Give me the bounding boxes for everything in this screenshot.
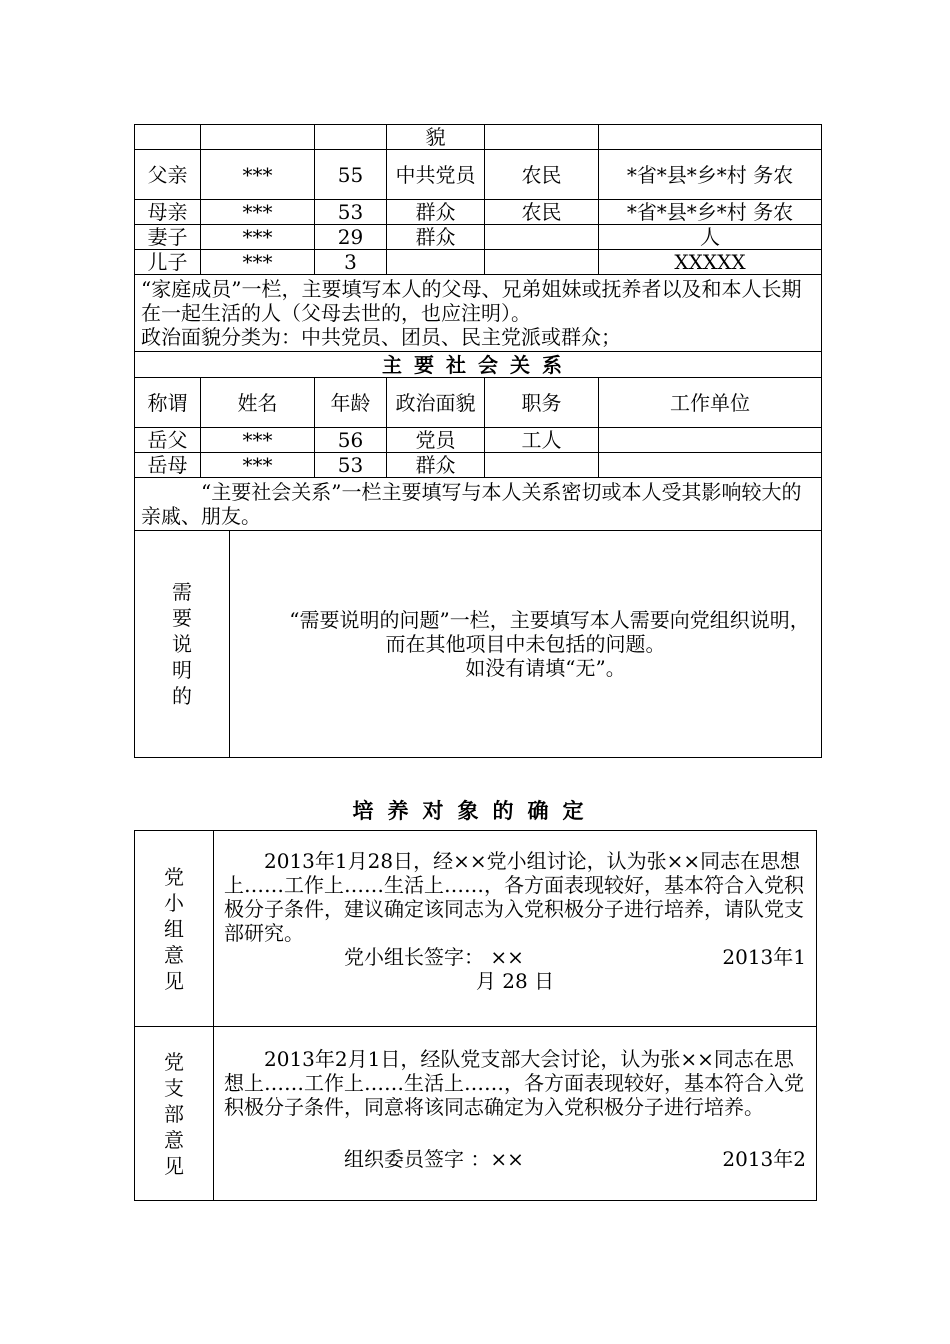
member-name: ***: [201, 150, 315, 200]
family-table: [134, 124, 822, 758]
job-cell: 工人: [485, 428, 599, 453]
social-note: [135, 478, 822, 531]
political-cell: 群众: [387, 453, 485, 478]
table-row: [135, 125, 822, 150]
family-note-text: “家庭成员”一栏，主要填写本人的父母、兄弟姐妹或抚养者以及和本人长期在一起生活的人（父母去世的，也应注明）。: [141, 277, 802, 325]
member-age: 53: [315, 200, 387, 225]
group-date-part2: 月 28 日: [475, 969, 555, 993]
issues-label-cell: [135, 531, 230, 757]
member-political: 群众: [387, 200, 485, 225]
continuation-cell: 貌: [387, 125, 485, 150]
branch-opinion-text: 2013年2月1日，经队党支部大会讨论，认为张××同志在思想上……工作上……生活上……，各方面表现较好，基本符合入党积极分子条件，同意将该同志确定为入党积极分子进行培养。: [224, 1047, 804, 1119]
header-name: 姓名: [201, 378, 315, 428]
member-relation: 父亲: [135, 150, 201, 200]
member-political: [387, 250, 485, 275]
relation-cell: 岳母: [135, 453, 201, 478]
header-relation: 称谓: [135, 378, 201, 428]
header-political: 政治面貌: [387, 378, 485, 428]
relation-cell: 岳父: [135, 428, 201, 453]
name-cell: ***: [201, 453, 315, 478]
table-row: [135, 428, 822, 453]
family-note: [135, 275, 822, 352]
political-note-text: 政治面貌分类为：中共党员、团员、民主党派或群众；: [141, 325, 621, 349]
family-note-row: [135, 275, 822, 352]
member-age: 29: [315, 225, 387, 250]
issues-body: [230, 531, 821, 757]
issues-none-text: 如没有请填“无”。: [465, 656, 626, 680]
branch-opinion-label-cell: [135, 1027, 214, 1201]
political-cell: 党员: [387, 428, 485, 453]
section-title: 培养对象的确定: [352, 799, 598, 823]
group-date-part1: 2013年1: [722, 945, 806, 969]
header-work: 工作单位: [599, 378, 822, 428]
work-cell: [599, 453, 822, 478]
member-work: 人: [599, 225, 822, 250]
header-age: 年龄: [315, 378, 387, 428]
member-relation: 儿子: [135, 250, 201, 275]
group-opinion-text: 2013年1月28日，经××党小组讨论，认为张××同志在思想上……工作上……生活上……，各方面表现较好，基本符合入党积极分子条件，建议确定该同志为入党积极分子进行培养，请队党支部研究。: [224, 849, 804, 945]
member-political: 中共党员: [387, 150, 485, 200]
group-opinion-label: 党小组意见: [164, 864, 184, 993]
age-cell: 53: [315, 453, 387, 478]
member-name: ***: [201, 225, 315, 250]
work-cell: [599, 428, 822, 453]
member-name: ***: [201, 250, 315, 275]
branch-opinion-label: 党支部意见: [164, 1049, 184, 1178]
issues-label: 需要说明的: [172, 580, 192, 708]
table-row: [135, 200, 822, 225]
branch-date-part1: 2013年2: [722, 1147, 806, 1171]
social-note-text: “主要社会关系”一栏主要填写与本人关系密切或本人受其影响较大的亲戚、朋友。: [141, 480, 802, 528]
group-signature: 党小组长签字： ××: [344, 945, 524, 969]
member-relation: 妻子: [135, 225, 201, 250]
group-opinion-body: [214, 831, 817, 1027]
member-work: XXXXX: [599, 250, 822, 275]
table-row: [135, 150, 822, 200]
table-row: [135, 250, 822, 275]
social-relations-title: 主要社会关系: [135, 352, 822, 378]
table-row: [135, 225, 822, 250]
member-name: ***: [201, 200, 315, 225]
member-relation: 母亲: [135, 200, 201, 225]
job-cell: [485, 453, 599, 478]
header-job: 职务: [485, 378, 599, 428]
member-age: 55: [315, 150, 387, 200]
social-note-row: [135, 478, 822, 531]
member-job: [485, 225, 599, 250]
name-cell: ***: [201, 428, 315, 453]
table-row: [135, 453, 822, 478]
member-work: *省*县*乡*村 务农: [599, 200, 822, 225]
training-table: [134, 830, 817, 1201]
age-cell: 56: [315, 428, 387, 453]
member-job: 农民: [485, 150, 599, 200]
group-opinion-label-cell: [135, 831, 214, 1027]
branch-opinion-row: [135, 1027, 817, 1201]
branch-signature: 组织委员签字 ：××: [344, 1147, 524, 1171]
member-job: [485, 250, 599, 275]
social-title-row: [135, 352, 822, 378]
social-header-row: [135, 378, 822, 428]
member-age: 3: [315, 250, 387, 275]
issues-row: [135, 531, 822, 758]
member-work: *省*县*乡*村 务农: [599, 150, 822, 200]
branch-opinion-body: [214, 1027, 817, 1201]
issues-text: “需要说明的问题”一栏，主要填写本人需要向党组织说明，而在其他项目中未包括的问题。: [289, 608, 810, 656]
group-opinion-row: [135, 831, 817, 1027]
member-job: 农民: [485, 200, 599, 225]
member-political: 群众: [387, 225, 485, 250]
